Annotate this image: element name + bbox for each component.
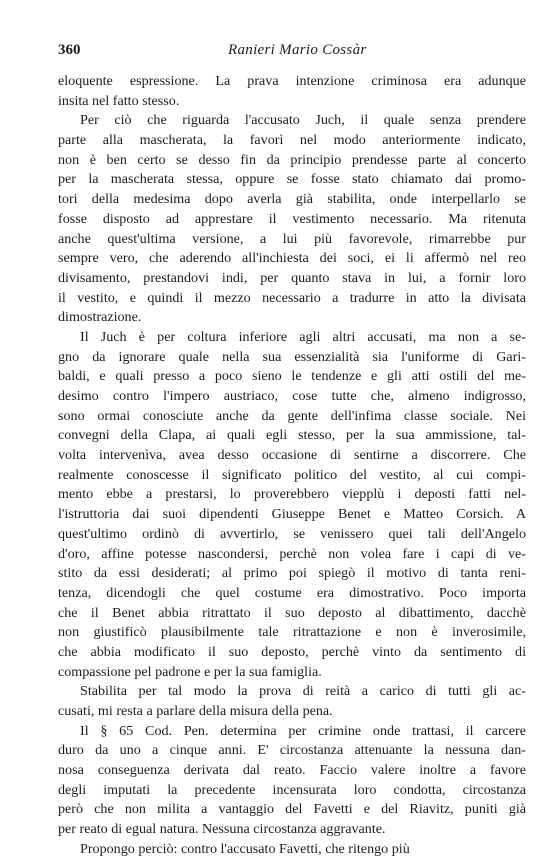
text-line: tenza, dicendogli che quel costume era dimostrativo. Poco importa xyxy=(58,584,526,601)
text-line: il vestito, e quindi il mezzo necessario a tradurre in atto la divisata xyxy=(58,289,526,306)
text-line: che abbia modificato il suo deposto, perchè vinto da sentimento di xyxy=(58,643,526,660)
text-line: cusati, mi resta a parlare della misura della pena. xyxy=(58,703,333,719)
text-line: divisamento, prestandovi indi, per quanto stava in lui, a fornir loro xyxy=(58,269,526,286)
text-line: degli imputati la precedente incensurata loro condotta, circostanza xyxy=(58,781,526,798)
text-line: Il Juch è per coltura inferiore agli altri accusati, ma non a se- xyxy=(80,328,526,345)
text-line: convegni della Clapa, ai quali egli stesso, per la sua ammissione, tal- xyxy=(58,427,526,444)
text-line: desimo contro l'impero austriaco, cose tutte che, almeno indigrosso, xyxy=(58,388,526,404)
text-line: eloquente espressione. La prava intenzione criminosa era adunque xyxy=(58,73,526,89)
paragraph xyxy=(58,328,526,682)
running-title: Ranieri Mario Cossàr xyxy=(228,42,367,58)
text-line: però che non milita a vantaggio del Favetti e del Riavitz, puniti già xyxy=(58,801,526,818)
text-line: per reato di egual natura. Nessuna circostanza aggravante. xyxy=(58,821,386,838)
text-line: nosa conseguenza derivata dal reato. Faccio valere inoltre a favore xyxy=(58,762,526,779)
text-line: l'istruttoria dai suoi dipendenti Giuseppe Benet e Matteo Corsich. A xyxy=(58,506,526,523)
text-line: sono ormai conosciute anche da gente dell'infima classe sociale. Nei xyxy=(58,407,526,424)
text-line: compassione pel padrone e per la sua famiglia. xyxy=(58,663,322,680)
paragraph xyxy=(58,72,526,111)
text-line: Propongo perciò: contro l'accusato Favetti, che ritengo più xyxy=(80,840,410,857)
page-header xyxy=(58,42,524,64)
text-line: baldi, e quali presso a poco sieno le tendenze e gli atti ostili del me- xyxy=(58,368,526,385)
text-line: insita nel fatto stesso. xyxy=(58,92,180,109)
page-number: 360 xyxy=(58,42,81,58)
text-line: che il Benet abbia ritrattato il suo deposto al dibattimento, dacchè xyxy=(58,604,526,621)
text-line: anche quest'ultima versione, a lui più favorevole, rimarrebbe pur xyxy=(58,230,526,247)
text-line: Il § 65 Cod. Pen. determina per crimine onde trattasi, il carcere xyxy=(80,722,526,739)
text-line: dimostrazione. xyxy=(58,309,142,326)
text-line: per la mascherata stessa, oppure se fosse stato chiamato dai promo- xyxy=(58,171,526,188)
paragraph xyxy=(58,722,526,840)
text-line: gno da ignorare quale nella sua essenzialità sia l'uniforme di Gari- xyxy=(58,348,526,365)
text-line: duro da uno a cinque anni. E' circostanza attenuante la nessuna dan- xyxy=(58,742,526,759)
body-text xyxy=(58,72,526,860)
text-line: non giustificò plausibilmente tale ritrattazione e non è inverosimile, xyxy=(58,624,526,641)
text-line: Stabilita per tal modo la prova di reità a carico di tutti gli ac- xyxy=(80,683,526,700)
text-line: volta intervenìva, avea desso occasione di sentirne a discorrere. Che xyxy=(58,447,526,464)
text-line: parte alla mascherata, la favorì nel modo anteriormente indicato, xyxy=(58,132,526,149)
text-line: quest'ultimo ordinò di avvertirlo, se venissero quei tali dell'Angelo xyxy=(58,525,526,542)
paragraph xyxy=(58,840,526,860)
paragraph xyxy=(58,111,526,328)
text-line: stito da essi desiderati; al primo poi spiegò il motivo di tanta reni- xyxy=(58,565,526,582)
text-line: fosse disposto ad apprestare il vestimento necessario. Ma ritenuta xyxy=(58,210,526,227)
text-line: sempre vero, che aderendo all'inchiesta dei soci, ei li affermò nel reo xyxy=(58,250,526,267)
text-line: Per ciò che riguarda l'accusato Juch, il quale senza prendere xyxy=(80,112,526,129)
text-line: tori della medesima dopo averla già stabilita, onde interpellarlo se xyxy=(58,191,526,208)
text-line: mento ebbe a prestarsi, lo proverebbero viepplù i deposti fatti nel- xyxy=(58,486,526,503)
text-line: d'oro, affine potesse nascondersi, perchè non volea fare i capi di ve- xyxy=(58,545,526,562)
text-line: non è ben certo se desso fin da principio prendesse parte al concerto xyxy=(58,151,526,168)
text-line: realmente conoscesse il significato politico del vestito, al cui compi- xyxy=(58,466,526,483)
paragraph xyxy=(58,682,526,721)
